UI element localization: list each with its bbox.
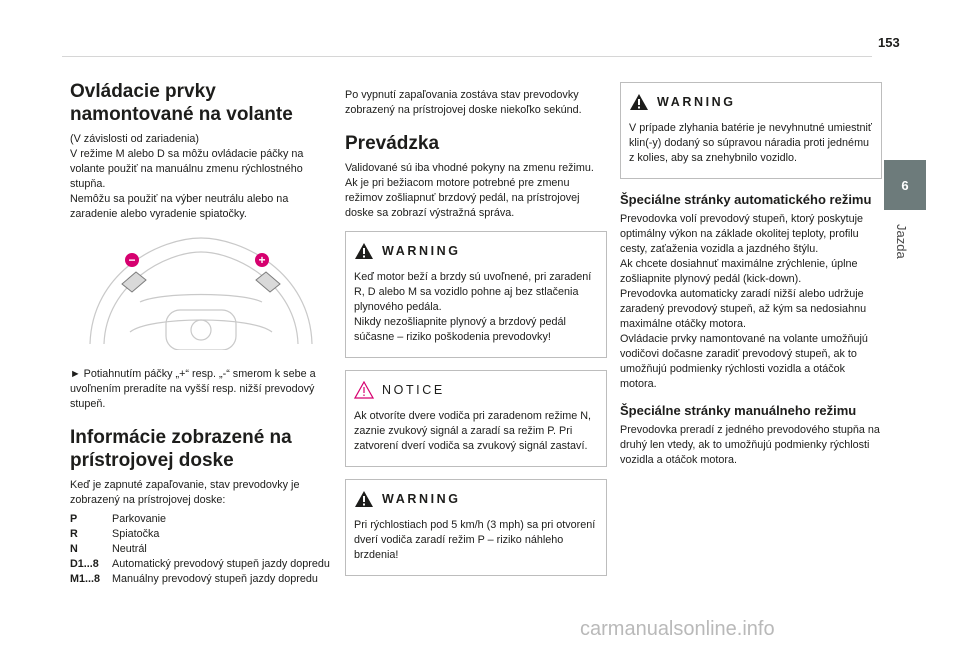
warning-text: Keď motor beží a brzdy sú uvoľnené, pri zaradení R, D alebo M sa vozidlo pohne aj bez stlačenia plynového pedála. Nikdy nezošliapnite plynový a brzdový pedál súčasne – riziko poškodenia prevodovky! xyxy=(354,271,592,343)
notice-box xyxy=(345,370,607,467)
warning-icon xyxy=(354,490,374,508)
warning-label: WARNING xyxy=(657,94,736,109)
warning-icon xyxy=(354,242,374,260)
watermark: carmanualsonline.info xyxy=(580,618,775,640)
column-right xyxy=(620,82,882,472)
paddle-instruction: ► Potiahnutím páčky „+“ resp. „-“ smerom k sebe a uvoľnením preradíte na vyšší resp. nižší prevodový stupeň. xyxy=(70,368,316,410)
page-number: 153 xyxy=(878,35,900,50)
operation-text: Validované sú iba vhodné pokyny na zmenu režimu. Ak je pri bežiacom motore potrebné pre zmenu režimov zošliapnuť brzdový pedál, na prístrojovej doske sa zobrazí výstražná správa. xyxy=(345,162,594,219)
notice-icon xyxy=(354,381,374,399)
column-left xyxy=(70,80,332,587)
warning-label: WARNING xyxy=(382,491,461,506)
display-info-intro: Keď je zapnuté zapaľovanie, stav prevodovky je zobrazený na prístrojovej doske: xyxy=(70,479,300,506)
chapter-tab[interactable]: 6 xyxy=(884,160,926,210)
section-title-operation: Prevádzka xyxy=(345,133,440,154)
list-item: R Spiatočka xyxy=(70,528,160,540)
paddle-plus-label: + xyxy=(258,253,266,267)
warning-box xyxy=(345,479,607,576)
warning-text: Pri rýchlostiach pod 5 km/h (3 mph) sa pri otvorení dverí vodiča zaradí režim P – riziko náhleho brzdenia! xyxy=(354,519,596,561)
steering-controls-intro: (V závislosti od zariadenia) V režime M alebo D sa môžu ovládacie páčky na volante použiť na manuálnu zmenu rýchlostného stupňa. Nemôžu sa použiť na výber neutrálu alebo na zaradenie alebo vyradenie spiatočky. xyxy=(70,133,304,220)
notice-text: Ak otvoríte dvere vodiča pri zaradenom režime N, zaznie zvukový signál a zaradí sa režim P. Pri zatvorení dverí vodiča sa zvukový signál zastaví. xyxy=(354,410,592,452)
notice-label: NOTICE xyxy=(382,382,445,397)
steering-wheel-illustration xyxy=(70,232,332,350)
list-item: P Parkovanie xyxy=(70,513,167,525)
paddle-minus-label: − xyxy=(128,253,136,267)
section-title-steering-controls: Ovládacie prvky namontované na volante xyxy=(70,81,293,125)
chapter-label: Jazda xyxy=(894,224,909,259)
column-middle xyxy=(345,88,607,588)
warning-icon xyxy=(629,93,649,111)
manual-mode-text: Prevodovka preradí z jedného prevodového stupňa na druhý len vtedy, ak to umožňujú podmienky rýchlosti vozidla a otáčok motora. xyxy=(620,424,880,466)
gear-mode-list xyxy=(70,512,332,587)
display-duration-text: Po vypnutí zapaľovania zostáva stav prevodovky zobrazený na prístrojovej doske niekoľko sekúnd. xyxy=(345,89,582,116)
warning-box xyxy=(620,82,882,179)
automatic-mode-text: Prevodovka volí prevodový stupeň, ktorý poskytuje optimálny výkon na základe okolitej teploty, profilu cesty, zaťaženia vozidla a jazdného štýlu. Ak chcete dosiahnuť maximálne zrýchlenie, úplne zošliapnite plynový pedál (kick-down). Prevodovka automaticky zaradí nižší alebo udržuje zaradený prevodový stupeň, až kým sa nedosiahnu maximálne otáčky motora. Ovládacie prvky namontované na volante umožňujú vodičovi dočasne zaradiť prevodový stupeň, ak to umožňujú podmienky rýchlosti vozidla a otáčok motora. xyxy=(620,213,868,390)
list-item: N Neutrál xyxy=(70,543,147,555)
warning-label: WARNING xyxy=(382,243,461,258)
section-title-automatic-mode: Špeciálne stránky automatického režimu xyxy=(620,192,872,207)
header-divider xyxy=(62,56,872,57)
section-title-display-info: Informácie zobrazené na prístrojovej doske xyxy=(70,427,292,471)
warning-box xyxy=(345,231,607,358)
section-title-manual-mode: Špeciálne stránky manuálneho režimu xyxy=(620,403,857,418)
warning-text: V prípade zlyhania batérie je nevyhnutné umiestniť klin(-y) dodaný so súpravou náradia proti jednému z kolies, aby sa znehybnilo vozidlo. xyxy=(629,122,872,164)
list-item: M1...8 Manuálny prevodový stupeň jazdy dopredu xyxy=(70,573,318,585)
list-item: D1...8 Automatický prevodový stupeň jazdy dopredu xyxy=(70,558,330,570)
